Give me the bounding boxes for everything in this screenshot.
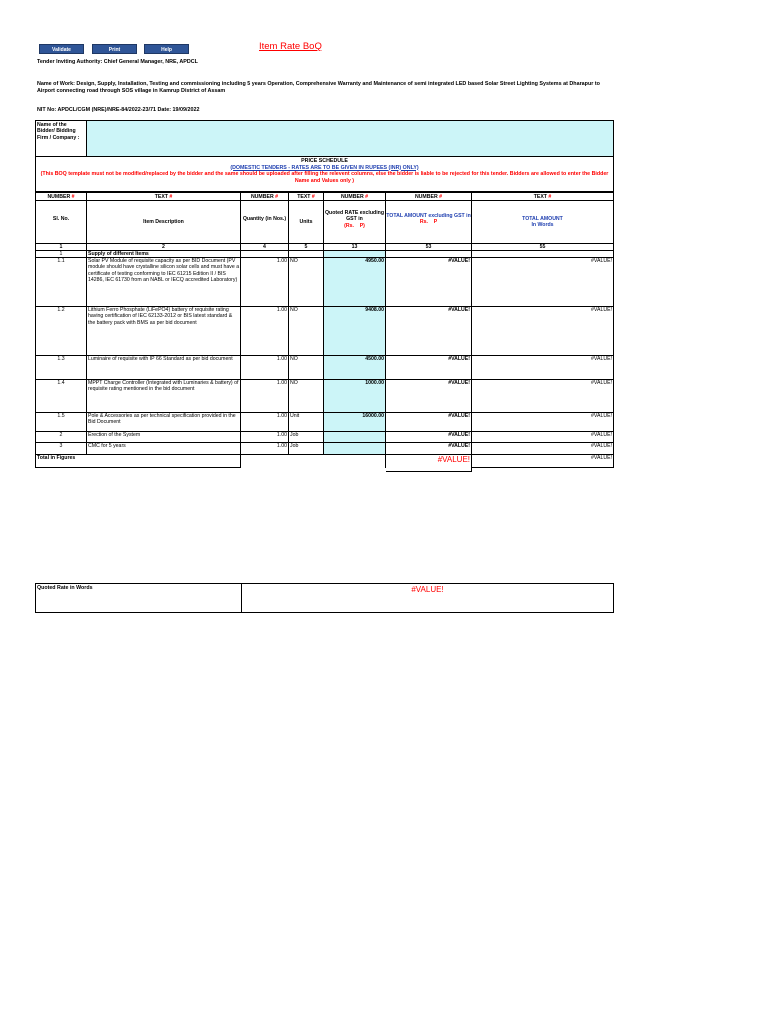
row-sl-cell: 1 (35, 251, 87, 258)
row-total-cell: #VALUE! (386, 432, 472, 443)
row-unit-cell: NO (289, 307, 324, 356)
column-number: 55 (472, 244, 614, 251)
row-sl-cell: 2 (35, 432, 87, 443)
bidder-label: Name of the Bidder/ Bidding Firm / Company : (36, 121, 87, 156)
row-desc-cell: Lithium Ferro Phosphate (LiFePO4) battery of requisite rating having certification of IEC 62133-2012 or BIS latest standard & the battery pack with BMS as per bid document (87, 307, 241, 356)
help-button[interactable]: Help (144, 44, 189, 54)
row-sl-cell: 3 (35, 443, 87, 455)
row-total-cell: #VALUE! (386, 307, 472, 356)
row-words-cell: #VALUE! (472, 380, 614, 413)
validate-button[interactable]: Validate (39, 44, 84, 54)
row-total-cell: #VALUE! (386, 380, 472, 413)
type-mark: # (71, 194, 75, 200)
type-mark: # (275, 194, 279, 200)
row-desc-cell: Erection of the System (87, 432, 241, 443)
row-unit-cell: NO (289, 356, 324, 380)
work-name: Name of Work: Design, Supply, Installation, Testing and commissioning including 5 years Operation, Comprehensive Warranty and Maintenance of semi integrated LED based Solar Street Lighting Systems at Dharapur to Airport connecting road through SOS village in Kamrup District of Assam (37, 81, 600, 94)
row-sl-cell: 1.1 (35, 258, 87, 307)
row-sl-cell: 1.5 (35, 413, 87, 432)
type-mark: # (548, 194, 552, 200)
type-mark: # (311, 194, 315, 200)
type-cell (289, 192, 324, 201)
bidder-block (35, 120, 614, 157)
row-total-cell: #VALUE! (386, 356, 472, 380)
header-item-description: Item Description (87, 201, 241, 244)
quoted-rate-words-label: Quoted Rate in Words (36, 584, 242, 612)
price-schedule-title: PRICE SCHEDULE (301, 158, 348, 164)
row-unit-cell: Unit (289, 413, 324, 432)
header-total-amount (386, 201, 472, 244)
row-unit-cell: NO (289, 258, 324, 307)
quoted-rate-words-value: #VALUE! (411, 585, 444, 594)
row-words-cell: #VALUE! (472, 413, 614, 432)
type-mark: # (365, 194, 369, 200)
row-rate-cell[interactable]: 4950.00 (324, 258, 386, 307)
row-rate-cell[interactable] (324, 432, 386, 443)
column-number: 4 (241, 244, 289, 251)
row-rate-cell[interactable] (324, 251, 386, 258)
row-desc-cell: CMC for 5 years (87, 443, 241, 455)
type-label: TEXT (533, 194, 547, 200)
row-words-cell: #VALUE! (472, 258, 614, 307)
page-title: Item Rate BoQ (259, 41, 322, 52)
header-rate-text: Quoted RATE excluding GST in (325, 210, 384, 223)
row-words-cell: #VALUE! (472, 443, 614, 455)
type-cell (386, 192, 472, 201)
total-in-figures-value: #VALUE! (386, 455, 472, 472)
header-words-line2: In Words (531, 222, 554, 229)
row-total-cell (386, 251, 472, 258)
price-schedule-warning: (This BOQ template must not be modified/replaced by the bidder and the same should be uploaded after filling the relevent columns, else the bidder is liable to be rejected for this tender. Bidders are allowed to enter the Bidder Name and Values only ) (40, 171, 609, 184)
row-rate-cell[interactable]: 9408.00 (324, 307, 386, 356)
row-qty-cell: 1.00 (241, 356, 289, 380)
row-desc-cell: Pole & Accessories as per technical specification provided in the Bid Document (87, 413, 241, 432)
tender-authority: Tender Inviting Authority: Chief General Manager, NRE, APDCL (37, 59, 198, 65)
row-sl-cell: 1.3 (35, 356, 87, 380)
type-cell (324, 192, 386, 201)
row-unit-cell: Job (289, 432, 324, 443)
row-desc-cell: MPPT Charge Controller (Integrated with Luminaries & battery) of requisite rating mentioned in the bid document (87, 380, 241, 413)
header-rate-p: P) (359, 222, 365, 229)
row-desc-cell: Luminaire of requisite with IP 66 Standard as per bid document (87, 356, 241, 380)
type-label: NUMBER (47, 194, 71, 200)
row-qty-cell: 1.00 (241, 307, 289, 356)
row-rate-cell[interactable]: 16000.00 (324, 413, 386, 432)
header-quoted-rate (324, 201, 386, 244)
price-schedule-subtitle: (DOMESTIC TENDERS - RATES ARE TO BE GIVEN IN RUPEES (INR) ONLY) (230, 164, 419, 171)
type-mark: # (169, 194, 173, 200)
row-qty-cell: 1.00 (241, 413, 289, 432)
row-unit-cell: NO (289, 380, 324, 413)
total-spacer (241, 455, 386, 468)
type-label: TEXT (297, 194, 311, 200)
row-words-cell (472, 251, 614, 258)
type-cell (35, 192, 87, 201)
row-words-cell: #VALUE! (472, 356, 614, 380)
row-total-cell: #VALUE! (386, 258, 472, 307)
row-rate-cell[interactable] (324, 443, 386, 455)
row-qty-cell (241, 251, 289, 258)
row-qty-cell: 1.00 (241, 380, 289, 413)
row-unit-cell (289, 251, 324, 258)
header-quantity: Quantity (in Nos.) (241, 201, 289, 244)
header-sl-no: Sl. No. (35, 201, 87, 244)
row-qty-cell: 1.00 (241, 258, 289, 307)
quoted-rate-words-box (35, 583, 614, 613)
row-desc-cell: Solar PV Module of requisite capacity as per BID Document (PV module should have crystalline silicon solar cells and must have a certificate of testing conforming to IEC 61215 Edition II / BIS 14286, IEC 61730 from an NABL or IECQ accredited Laboratory) (87, 258, 241, 307)
row-sl-cell: 1.2 (35, 307, 87, 356)
row-desc-cell: Supply of different Items (87, 251, 241, 258)
type-label: NUMBER (250, 194, 274, 200)
column-number: 13 (324, 244, 386, 251)
type-mark: # (439, 194, 443, 200)
type-cell (87, 192, 241, 201)
print-button[interactable]: Print (92, 44, 137, 54)
price-schedule-header (35, 157, 614, 192)
row-qty-cell: 1.00 (241, 443, 289, 455)
header-total-text: TOTAL AMOUNT excluding GST in (386, 213, 471, 219)
header-total-rs: Rs. (419, 219, 428, 226)
header-words-line1: TOTAL AMOUNT (522, 216, 563, 222)
row-rate-cell[interactable]: 4500.00 (324, 356, 386, 380)
header-total-p: P (433, 219, 438, 226)
total-in-figures-label: Total in Figures (35, 455, 241, 468)
row-qty-cell: 1.00 (241, 432, 289, 443)
column-number: 2 (87, 244, 241, 251)
row-sl-cell: 1.4 (35, 380, 87, 413)
column-number: 5 (289, 244, 324, 251)
row-unit-cell: Job (289, 443, 324, 455)
type-label: TEXT (154, 194, 168, 200)
row-words-cell: #VALUE! (472, 432, 614, 443)
bidder-name-input[interactable] (87, 121, 613, 156)
header-total-in-words (472, 201, 614, 244)
nit-number: NIT No: APDCL/CGM (NRE)/NRE-84/2022-23/71 Date: 19/09/2022 (37, 107, 200, 113)
type-cell (472, 192, 614, 201)
boq-table (35, 192, 614, 492)
row-total-cell: #VALUE! (386, 443, 472, 455)
header-units: Units (289, 201, 324, 244)
total-in-figures-words: #VALUE! (472, 455, 614, 468)
row-total-cell: #VALUE! (386, 413, 472, 432)
type-label: NUMBER (414, 194, 438, 200)
type-label: NUMBER (340, 194, 364, 200)
type-cell (241, 192, 289, 201)
row-words-cell: #VALUE! (472, 307, 614, 356)
header-rate-rs: (Rs. (344, 222, 354, 229)
column-number: 1 (35, 244, 87, 251)
column-number: 53 (386, 244, 472, 251)
row-rate-cell[interactable]: 1000.00 (324, 380, 386, 413)
